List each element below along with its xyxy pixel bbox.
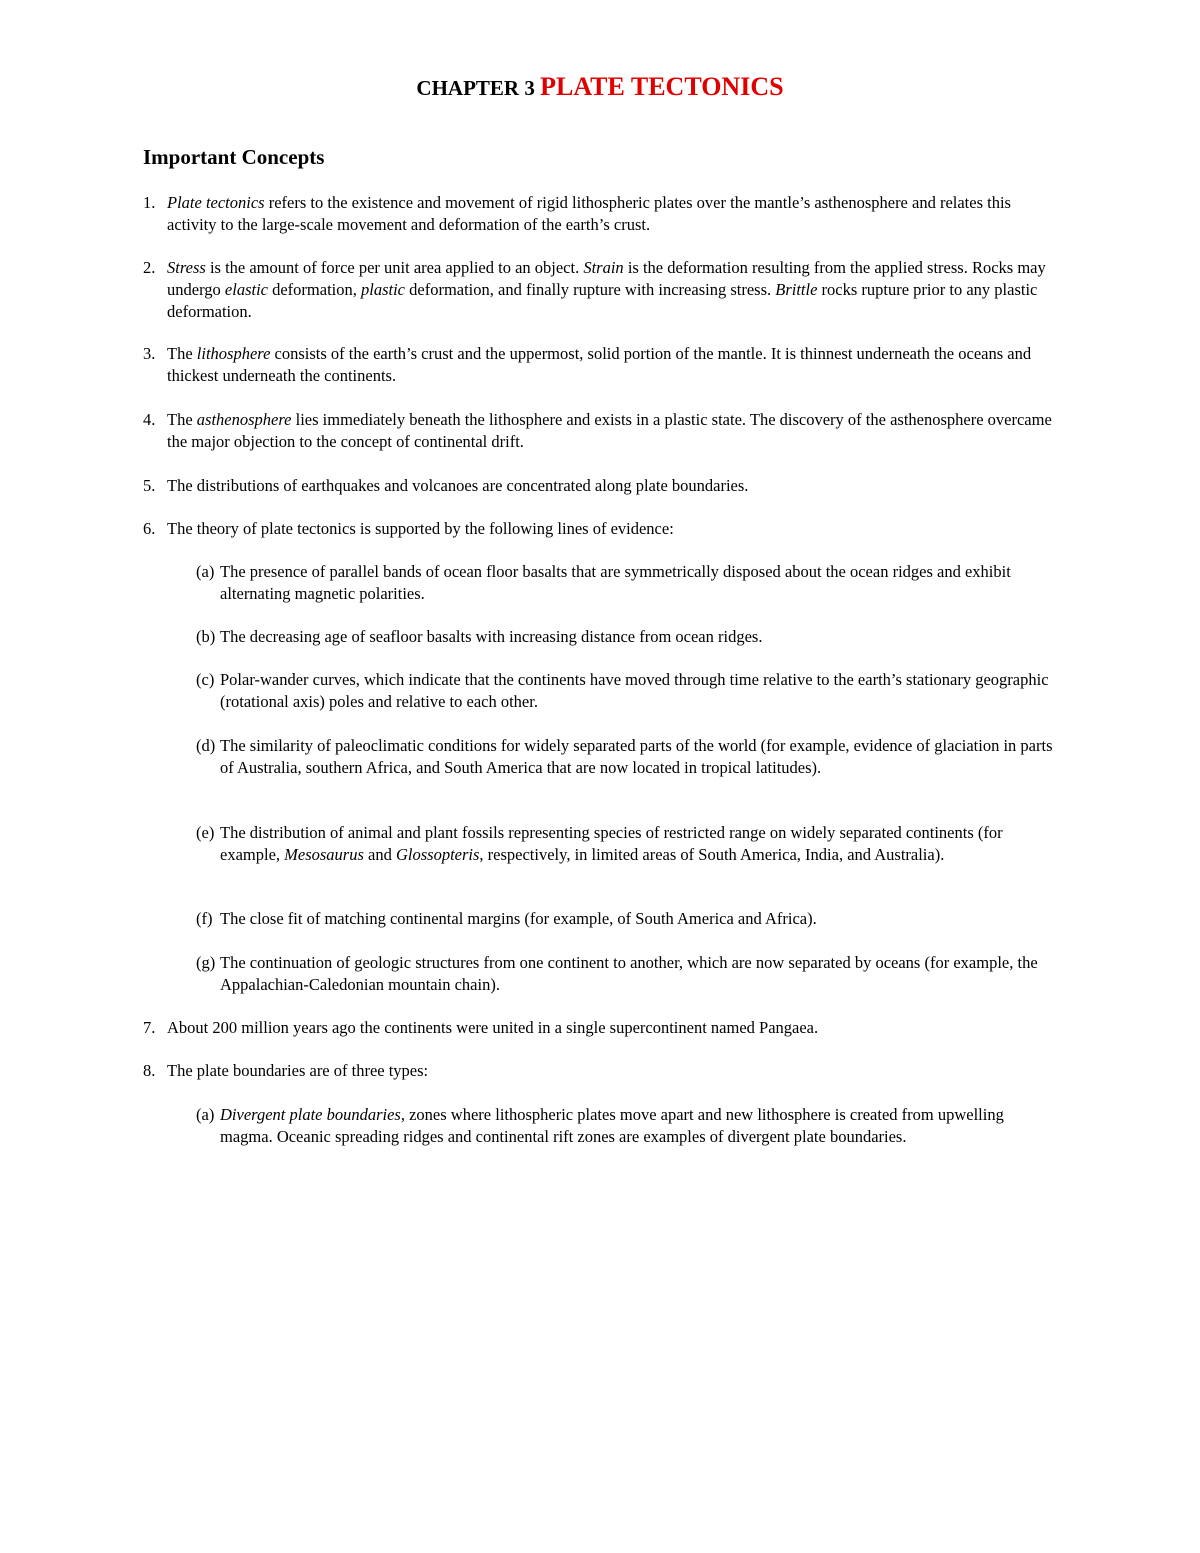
evidence-item-d [196,735,1056,779]
item-term: Brittle [775,280,818,299]
evidence-item-a [196,561,1056,605]
evidence-item-f [196,908,1056,930]
item-number: 7. [143,1018,156,1037]
section-heading: Important Concepts [143,145,325,169]
page-title [0,72,1200,103]
item-letter: (g) [196,953,216,972]
item-term: Plate tectonics [167,193,265,212]
chapter-label: CHAPTER 3 [416,76,535,100]
evidence-item-b [196,626,1056,648]
item-text: The plate boundaries are of three types: [167,1061,429,1080]
item-text: The distributions of earthquakes and volcanoes are concentrated along plate boundaries. [167,476,749,495]
item-text: About 200 million years ago the continents were united in a single supercontinent named Pangaea. [167,1018,819,1037]
item-text: Polar-wander curves, which indicate that the continents have moved through time relative to the earth’s stationary geographic (rotational axis) poles and relative to each other. [220,670,1049,711]
evidence-item-c [196,669,1056,713]
item-term: Divergent plate boundaries [220,1105,401,1124]
item-term: Strain [583,258,624,277]
item-number: 6. [143,519,156,538]
item-text: The continuation of geologic structures from one continent to another, which are now separated by oceans (for example, the Appalachian-Caledonian mountain chain). [220,953,1038,994]
item-text: The decreasing age of seafloor basalts with increasing distance from ocean ridges. [220,627,763,646]
item-number: 1. [143,193,156,212]
item-letter: (d) [196,736,216,755]
item-term: Glossopteris [395,845,480,864]
item-text: Plate tectonics refers to the existence and movement of rigid lithospheric plates over the mantle’s asthenosphere and relates this activity to the large-scale movement and deformation of the earth’s crust. [167,193,1011,234]
item-number: 2. [143,258,156,277]
concept-item-1 [143,192,1055,236]
item-text: The similarity of paleoclimatic conditions for widely separated parts of the world (for example, evidence of glaciation in parts of Australia, southern Africa, and South America that are now located in tropical latitudes). [220,736,1053,777]
item-number: 8. [143,1061,156,1080]
concept-item-3 [143,343,1055,387]
item-text: The presence of parallel bands of ocean floor basalts that are symmetrically disposed about the ocean ridges and exhibit alternating magnetic polarities. [220,562,1011,603]
item-term: lithosphere [196,344,271,363]
item-term: Mesosaurus [284,845,364,864]
item-text: The lithosphere consists of the earth’s crust and the uppermost, solid portion of the mantle. It is thinnest underneath the oceans and thickest underneath the continents. [167,344,1032,385]
item-term: elastic [224,280,268,299]
evidence-item-e [196,822,1056,866]
item-text: Divergent plate boundaries, zones where lithospheric plates move apart and new lithosphere is created from upwelling magma. Oceanic spreading ridges and continental rift zones are examples of divergent plate boundaries. [220,1105,1004,1146]
item-number: 4. [143,410,156,429]
chapter-subject: PLATE TECTONICS [540,72,784,101]
item-number: 3. [143,344,156,363]
item-letter: (f) [196,909,213,928]
concept-item-5 [143,475,1055,497]
item-letter: (b) [196,627,216,646]
item-text: Stress is the amount of force per unit area applied to an object. Strain is the deformation resulting from the applied stress. Rocks may undergo elastic deformation, plastic deformation, and finally rupture with increasing stress. Brittle rocks rupture prior to any plastic deformation. [167,258,1046,321]
boundary-item-a [196,1104,1056,1148]
item-term: Stress [167,258,206,277]
item-number: 5. [143,476,156,495]
item-letter: (a) [196,1105,215,1124]
concept-item-6 [143,518,1055,540]
item-text: The theory of plate tectonics is supported by the following lines of evidence: [167,519,674,538]
evidence-item-g [196,952,1056,996]
item-term: plastic [361,280,405,299]
item-letter: (c) [196,670,215,689]
item-text: The distribution of animal and plant fossils representing species of restricted range on widely separated continents (for example, Mesosaurus and Glossopteris, respectively, in limited areas of South America, India, and Australia). [220,823,1003,864]
concept-item-8 [143,1060,1055,1082]
concept-item-2 [143,257,1055,323]
concept-item-4 [143,409,1055,453]
item-term: asthenosphere [196,410,292,429]
item-text: The close fit of matching continental margins (for example, of South America and Africa). [220,909,817,928]
item-text: The asthenosphere lies immediately beneath the lithosphere and exists in a plastic state. The discovery of the asthenosphere overcame the major objection to the concept of continental drift. [167,410,1052,451]
item-letter: (e) [196,823,215,842]
concept-item-7 [143,1017,1055,1039]
item-letter: (a) [196,562,215,581]
